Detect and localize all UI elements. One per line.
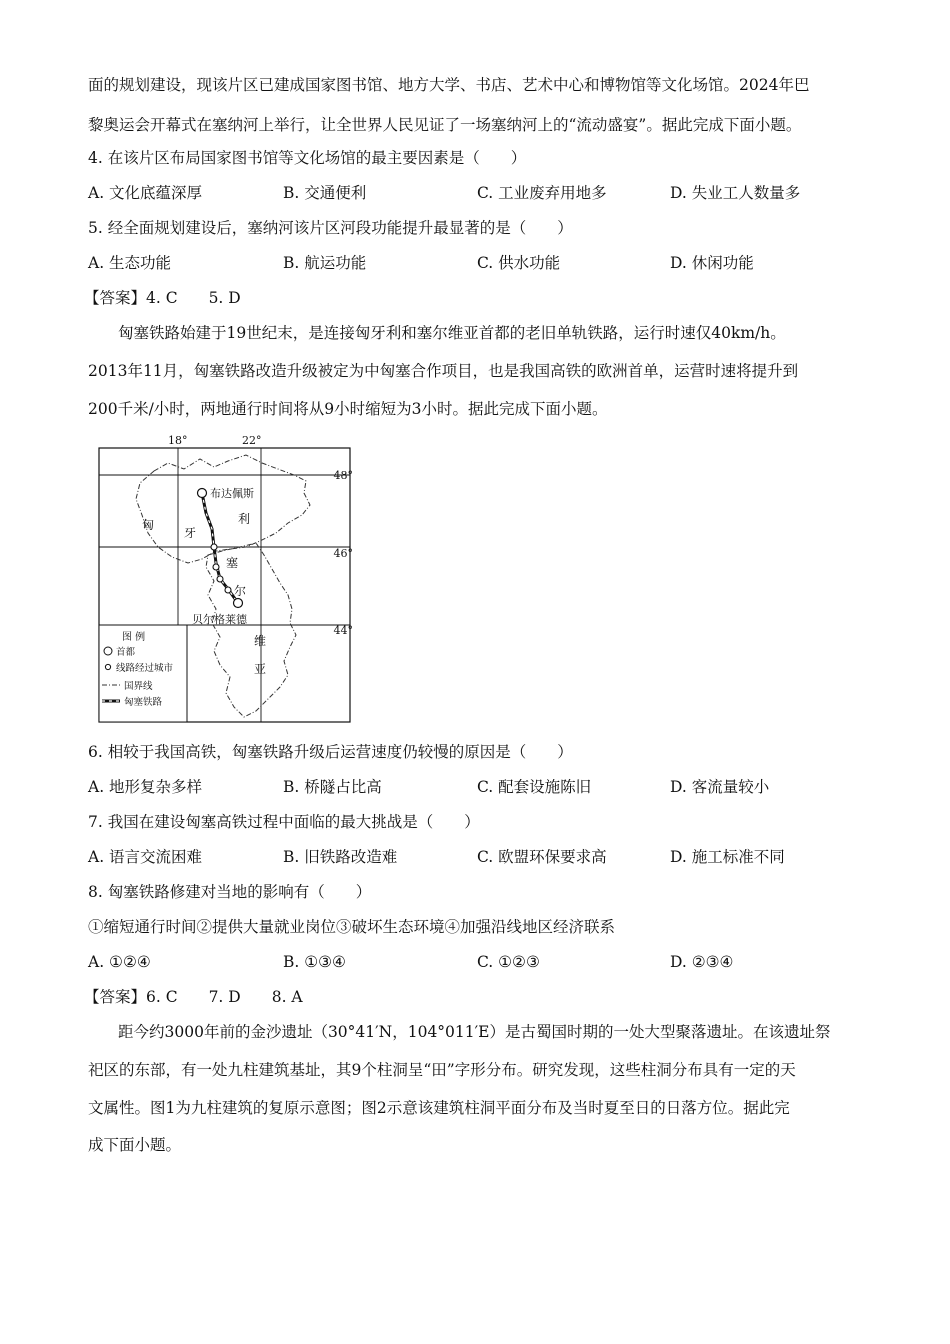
- q5-option-a: A. 生态功能: [88, 254, 172, 272]
- q5-option-c: C. 供水功能: [477, 254, 561, 272]
- legend-border: 国界线: [124, 681, 153, 692]
- legend-capital-icon: [104, 647, 112, 655]
- city-marker-3: [217, 576, 223, 582]
- serbia-char-1: 塞: [226, 556, 239, 570]
- q7-option-a: A. 语言交流困难: [88, 848, 203, 866]
- answer-6-8: 【答案】6. C 7. D 8. A: [84, 988, 303, 1006]
- q4-option-b: B. 交通便利: [283, 184, 367, 202]
- legend-city: 线路经过城市: [116, 663, 174, 674]
- q4-option-d: D. 失业工人数量多: [670, 184, 801, 202]
- q5-stem: 5. 经全面规划建设后，塞纳河该片区河段功能提升最显著的是（ ）: [88, 219, 573, 237]
- hungary-char-3: 利: [238, 512, 251, 526]
- q4-option-c: C. 工业废弃用地多: [477, 184, 607, 202]
- hungary-serbia-railway: [202, 493, 238, 603]
- budapest-label: 布达佩斯: [210, 487, 254, 500]
- passage2-line-2: 2013年11月，匈塞铁路改造升级被定为中匈塞合作项目，也是我国高铁的欧洲首单，运营时速将提升到: [88, 362, 799, 380]
- city-marker-2: [213, 564, 219, 570]
- lat-label-44: 44°: [333, 624, 353, 637]
- passage3-line-3: 文属性。图1为九柱建筑的复原示意图；图2示意该建筑柱洞平面分布及当时夏至日的日落方位。据此完: [88, 1099, 790, 1117]
- serbia-char-3: 维: [254, 634, 267, 648]
- intro-line-1: 面的规划建设，现该片区已建成国家图书馆、地方大学、书店、艺术中心和博物馆等文化场馆。2024年巴: [88, 76, 810, 94]
- q8-option-c: C. ①②③: [477, 953, 540, 971]
- city-marker-4: [225, 587, 231, 593]
- budapest-capital-marker: [198, 489, 207, 498]
- passage3-line-1: 距今约3000年前的金沙遗址（30°41′N，104°011′E）是古蜀国时期的一处大型聚落遗址。在该遗址祭: [118, 1023, 831, 1041]
- serbia-char-4: 亚: [254, 662, 267, 676]
- q7-option-d: D. 施工标准不同: [670, 848, 785, 866]
- legend-title: 图 例: [122, 632, 146, 643]
- hungary-char-1: 匈: [142, 518, 155, 532]
- hungary-char-2: 牙: [184, 526, 197, 540]
- passage2-line-1: 匈塞铁路始建于19世纪末，是连接匈牙利和塞尔维亚首都的老旧单轨铁路，运行时速仅40km/h。: [118, 324, 786, 342]
- belgrade-label: 贝尔格莱德: [192, 613, 247, 626]
- q4-option-a: A. 文化底蕴深厚: [88, 184, 203, 202]
- q8-option-a: A. ①②④: [88, 953, 151, 971]
- intro-line-2: 黎奥运会开幕式在塞纳河上举行，让全世界人民见证了一场塞纳河上的“流动盛宴”。据此完成下面小题。: [88, 116, 802, 134]
- q6-option-a: A. 地形复杂多样: [88, 778, 203, 796]
- lon-label-22: 22°: [242, 434, 262, 447]
- q8-option-b: B. ①③④: [283, 953, 346, 971]
- lat-label-48: 48°: [333, 469, 353, 482]
- legend-capital: 首都: [116, 647, 136, 658]
- passage2-line-3: 200千米/小时，两地通行时间将从9小时缩短为3小时。据此完成下面小题。: [88, 400, 608, 418]
- q8-stem: 8. 匈塞铁路修建对当地的影响有（ ）: [88, 883, 372, 901]
- q6-option-b: B. 桥隧占比高: [283, 778, 382, 796]
- legend-city-icon: [105, 664, 110, 669]
- q5-option-d: D. 休闲功能: [670, 254, 754, 272]
- lon-label-18: 18°: [168, 434, 188, 447]
- q6-option-d: D. 客流量较小: [670, 778, 770, 796]
- q6-option-c: C. 配套设施陈旧: [477, 778, 592, 796]
- legend-railway: 匈塞铁路: [124, 697, 163, 708]
- passage3-line-2: 祀区的东部，有一处九柱建筑基址，其9个柱洞呈“田”字形分布。研究发现，这些柱洞分布具有一定的天: [88, 1061, 796, 1079]
- railway-map: [96, 433, 354, 725]
- q7-option-b: B. 旧铁路改造难: [283, 848, 398, 866]
- q4-stem: 4. 在该片区布局国家图书馆等文化场馆的最主要因素是（ ）: [88, 149, 527, 167]
- q5-option-b: B. 航运功能: [283, 254, 367, 272]
- q7-option-c: C. 欧盟环保要求高: [477, 848, 607, 866]
- answer-4-5: 【答案】4. C 5. D: [84, 289, 241, 307]
- q7-stem: 7. 我国在建设匈塞高铁过程中面临的最大挑战是（ ）: [88, 813, 480, 831]
- serbia-border: [206, 543, 296, 717]
- q8-items: ①缩短通行时间②提供大量就业岗位③破坏生态环境④加强沿线地区经济联系: [88, 918, 616, 936]
- city-marker-1: [211, 544, 217, 550]
- lat-label-46: 46°: [333, 547, 353, 560]
- q8-option-d: D. ②③④: [670, 953, 734, 971]
- serbia-char-2: 尔: [234, 584, 247, 598]
- passage3-line-4: 成下面小题。: [88, 1136, 182, 1154]
- railway-dash-pattern: [202, 493, 238, 603]
- belgrade-capital-marker: [234, 599, 243, 608]
- q6-stem: 6. 相较于我国高铁，匈塞铁路升级后运营速度仍较慢的原因是（ ）: [88, 743, 573, 761]
